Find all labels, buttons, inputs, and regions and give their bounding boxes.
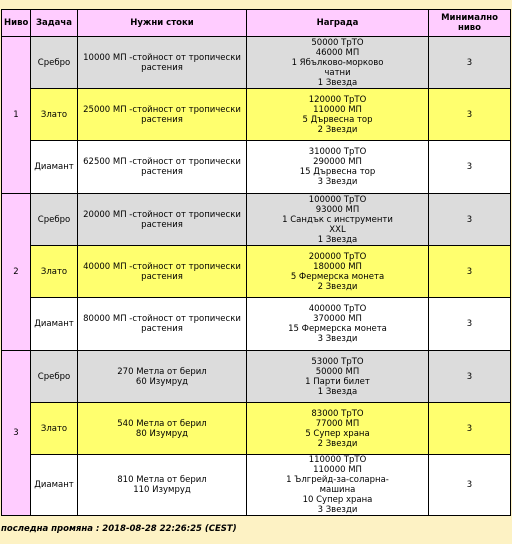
goods-line: 80000 МП -стойност от тропически: [83, 314, 241, 324]
reward-line: 1 Звезда: [317, 77, 358, 88]
task-cell: Злато: [31, 89, 78, 141]
reward-line: 200000 ТрТО: [308, 251, 367, 262]
min-level-cell: 3: [429, 246, 511, 298]
goods-cell: [78, 298, 247, 351]
header-goods: Нужни стоки: [78, 10, 247, 37]
reward-line: 180000 МП: [313, 261, 362, 272]
reward-cell: [247, 89, 429, 141]
reward-line: 53000 ТрТО: [311, 356, 364, 367]
goods-cell: [78, 403, 247, 455]
goods-line: 40000 МП -стойност от тропически: [83, 261, 241, 272]
reward-line: 50000 ТрТО: [311, 37, 364, 48]
reward-line: 370000 МП: [313, 314, 362, 324]
level-cell: 3: [2, 351, 31, 516]
reward-cell: [247, 141, 429, 194]
reward-cell: [247, 194, 429, 246]
task-cell: Диамант: [31, 141, 78, 194]
goods-cell: [78, 455, 247, 516]
reward-line: 1 Звезда: [317, 234, 358, 245]
reward-line: 93000 МП: [315, 204, 360, 215]
reward-line: 1 Ългрейд-за-соларна-: [286, 475, 389, 485]
min-level-cell: 3: [429, 455, 511, 516]
min-level-cell: 3: [429, 89, 511, 141]
level-cell: 1: [2, 37, 31, 194]
reward-line: 310000 ТрТО: [308, 147, 367, 157]
min-level-cell: 3: [429, 194, 511, 246]
reward-line: 110000 МП: [313, 465, 362, 475]
reward-line: 290000 МП: [313, 157, 362, 167]
reward-line: 46000 МП: [315, 47, 360, 58]
level-cell: 2: [2, 194, 31, 351]
reward-cell: [247, 37, 429, 89]
task-cell: Сребро: [31, 37, 78, 89]
task-cell: Диамант: [31, 298, 78, 351]
goods-cell: [78, 89, 247, 141]
reward-line: чатни: [324, 67, 351, 78]
task-cell: Сребро: [31, 194, 78, 246]
goods-line: растения: [141, 62, 183, 73]
reward-cell: [247, 455, 429, 516]
goods-line: 110 Изумруд: [133, 485, 191, 495]
goods-cell: [78, 246, 247, 298]
min-level-cell: 3: [429, 37, 511, 89]
goods-line: растения: [141, 324, 183, 334]
reward-line: 1 Ябълково-морково: [291, 57, 384, 68]
table-row: [2, 455, 511, 516]
reward-line: 110000 МП: [313, 104, 362, 115]
rewards-table: [1, 9, 511, 516]
reward-line: машина: [319, 485, 356, 495]
goods-cell: [78, 37, 247, 89]
reward-line: 2 Звезди: [317, 281, 358, 292]
table-row: [2, 246, 511, 298]
reward-cell: [247, 403, 429, 455]
table-row: [2, 403, 511, 455]
goods-line: 10000 МП -стойност от тропически: [83, 52, 241, 63]
header-level: Ниво: [2, 10, 31, 37]
goods-cell: [78, 141, 247, 194]
task-cell: Сребро: [31, 351, 78, 403]
reward-line: 5 Дървесна тор: [302, 114, 373, 125]
goods-line: растения: [141, 271, 183, 282]
table-row: [2, 89, 511, 141]
reward-cell: [247, 298, 429, 351]
table-row: [2, 194, 511, 246]
reward-line: 1 Звезда: [317, 386, 358, 397]
header-row: [2, 10, 511, 37]
goods-line: растения: [141, 219, 183, 230]
table-row: [2, 37, 511, 89]
min-level-cell: 3: [429, 403, 511, 455]
reward-cell: [247, 351, 429, 403]
reward-line: 3 Звезди: [317, 177, 358, 187]
header-task: Задача: [31, 10, 78, 37]
reward-line: 77000 МП: [315, 418, 360, 429]
reward-line: 400000 ТрТО: [308, 304, 367, 314]
table-row: [2, 298, 511, 351]
reward-line: 10 Супер храна: [302, 495, 373, 505]
task-cell: Диамант: [31, 455, 78, 516]
goods-line: 60 Изумруд: [135, 376, 189, 387]
header-reward: Награда: [247, 10, 429, 37]
goods-line: растения: [141, 167, 183, 177]
reward-line: 120000 ТрТО: [308, 94, 367, 105]
reward-line: 1 Сандък с инструменти: [282, 214, 393, 225]
reward-line: 83000 ТрТО: [311, 408, 364, 419]
goods-cell: [78, 194, 247, 246]
goods-line: 540 Метла от берил: [117, 418, 207, 429]
goods-line: 810 Метла от берил: [117, 475, 207, 485]
min-level-cell: 3: [429, 141, 511, 194]
reward-line: 1 Парти билет: [305, 376, 370, 387]
goods-line: 270 Метла от берил: [117, 366, 207, 377]
goods-line: 62500 МП -стойност от тропически: [83, 157, 241, 167]
reward-line: 100000 ТрТО: [308, 194, 367, 205]
goods-line: 80 Изумруд: [135, 428, 189, 439]
task-cell: Злато: [31, 403, 78, 455]
min-level-cell: 3: [429, 351, 511, 403]
table-row: [2, 351, 511, 403]
reward-line: 5 Супер храна: [305, 428, 370, 439]
reward-line: 110000 ТрТО: [308, 455, 367, 465]
reward-line: 15 Дървесна тор: [299, 167, 376, 177]
reward-line: 3 Звезди: [317, 334, 358, 344]
reward-cell: [247, 246, 429, 298]
goods-cell: [78, 351, 247, 403]
reward-line: 5 Фермерска монета: [290, 271, 385, 282]
goods-line: 20000 МП -стойност от тропически: [83, 209, 241, 220]
table-row: [2, 141, 511, 194]
reward-line: 2 Звезди: [317, 438, 358, 449]
goods-line: 25000 МП -стойност от тропически: [83, 104, 241, 115]
reward-line: 50000 МП: [315, 366, 360, 377]
goods-line: растения: [141, 114, 183, 125]
reward-line: 2 Звезди: [317, 124, 358, 135]
min-level-cell: 3: [429, 298, 511, 351]
reward-line: 3 Звезди: [317, 505, 358, 515]
header-min-level: Минимално ниво: [429, 10, 511, 37]
reward-line: XXL: [329, 224, 346, 235]
task-cell: Злато: [31, 246, 78, 298]
last-modified: последна промяна : 2018-08-28 22:26:25 (CEST): [1, 524, 237, 534]
reward-line: 15 Фермерска монета: [288, 324, 387, 334]
